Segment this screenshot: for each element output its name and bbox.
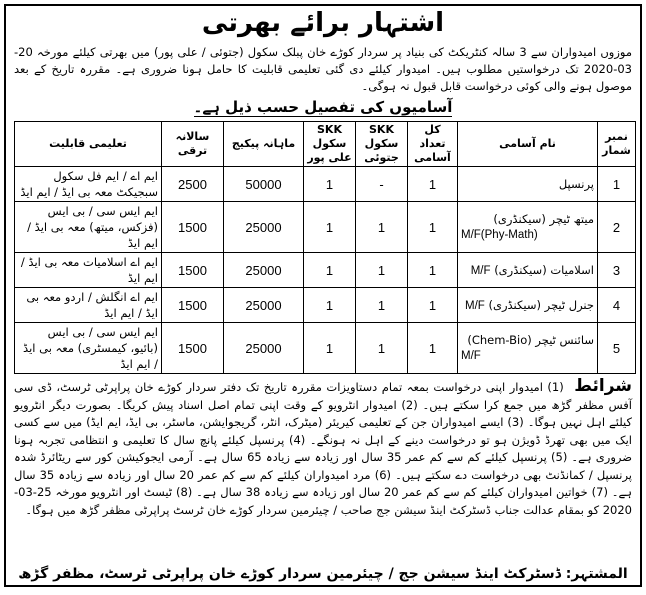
advertisement-page (4, 4, 642, 587)
row-post-name: پرنسپل (558, 177, 594, 191)
table-header-row (15, 122, 636, 167)
row-alipur: 1 (304, 253, 356, 288)
row-post (458, 167, 598, 202)
row-total: 1 (408, 253, 458, 288)
table-row (15, 288, 636, 323)
row-jatoi: 1 (356, 323, 408, 374)
row-alipur: 1 (304, 288, 356, 323)
row-jatoi: - (356, 167, 408, 202)
row-post-en: M/F (465, 299, 485, 312)
posts-table (14, 121, 636, 374)
row-serial: 1 (598, 167, 636, 202)
row-post-en: M/F (461, 350, 481, 362)
row-post (458, 202, 598, 253)
row-post-name: سائنس ٹیچر (Chem-Bio) (467, 333, 594, 347)
row-increment: 1500 (162, 202, 224, 253)
header-skk-jatoi: SKK سکول جتوئی (356, 122, 408, 167)
row-salary: 25000 (224, 323, 304, 374)
table-row (15, 167, 636, 202)
row-serial: 2 (598, 202, 636, 253)
row-jatoi: 1 (356, 288, 408, 323)
page-title: اشتہار برائے بھرتی (201, 8, 445, 38)
header-serial: نمبر شمار (598, 122, 636, 167)
row-qualification: ایم اے اسلامیات معہ بی ایڈ / ایم ایڈ (15, 253, 162, 288)
row-salary: 25000 (224, 253, 304, 288)
conditions-text: (1) امیدوار اپنی درخواست بمعہ تمام دستاویزات مقررہ تاریخ تک دفتر سردار کوڑے خان پراپرٹی ٹرسٹ، ڈی سی آفس مظفر گڑھ میں جمع کرا سکتے ہیں۔ (2) امیدوار انٹرویو کے وقت اپنی تمام اصل اسناد پیش کریگا۔ بصورت دیگر انٹرویو کیلئے اہل نہیں ہوگا۔ (3) ایسے امیدواران جن کے تعلیمی کیریئر (میٹرک، انٹر، گریجوایشن، ماسٹر، بی ایڈ، ایم ایڈ) میں سے کسی ایک میں بھی تھرڈ ڈویژن ہو تو درخواست دینے کے اہل نہ ہونگے۔ (4) پرنسپل کیلئے پانچ سال کا تعلیمی و انتظامی تجربہ ہونا ضروری ہے۔ (5) پرنسپل کیلئے کم سے کم عمر 35 سال اور زیادہ سے زیادہ 65 سال ہے۔ آرمی ایجوکیشن کور سے ریٹائرڈ شدہ پرنسپل / کمانڈنٹ بھی درخواست دے سکتے ہیں۔ (6) مرد امیدواران کیلئے کم سے کم عمر 20 سال اور زیادہ سے زیادہ 35 سال ہے۔ (7) خواتین امیدواران کیلئے کم سے کم عمر 20 سال اور زیادہ سے زیادہ 38 سال ہے۔ (8) ٹیسٹ اور انٹرویو مورخہ 25-03-2020 کو بمقام عدالت جناب ڈسٹرکٹ اینڈ سیشن جج صاحب / چیئرمین سردار کوڑے خان ٹرسٹ پراپرٹی مظفر گڑھ میں ہوگا۔ (14, 380, 633, 517)
row-serial: 3 (598, 253, 636, 288)
row-salary: 25000 (224, 202, 304, 253)
advertiser-line: المشتہر: ڈسٹرکٹ اینڈ سیشن جج / چیئرمین سردار کوڑے خان پراپرٹی ٹرسٹ، مظفر گڑھ (18, 566, 628, 582)
row-alipur: 1 (304, 202, 356, 253)
row-increment: 2500 (162, 167, 224, 202)
row-total: 1 (408, 288, 458, 323)
row-salary: 50000 (224, 167, 304, 202)
row-post-en: M/F(Phy-Math) (461, 229, 538, 241)
conditions-section (14, 378, 632, 519)
row-total: 1 (408, 202, 458, 253)
table-row (15, 253, 636, 288)
header-qualification: تعلیمی قابلیت (15, 122, 162, 167)
row-post (458, 253, 598, 288)
row-increment: 1500 (162, 288, 224, 323)
header-post: نام آسامی (458, 122, 598, 167)
table-row (15, 323, 636, 374)
row-alipur: 1 (304, 167, 356, 202)
row-post (458, 323, 598, 374)
intro-paragraph: موزوں امیدواران سے 3 سالہ کنٹریکٹ کی بنیاد پر سردار کوڑے خان پبلک سکول (جتوئی / علی پور) میں بھرتی کیلئے مورخہ 20-03-2020 تک درخواستیں مطلوب ہیں۔ امیدوار کیلئے دی گئی تعلیمی قابلیت کا حامل ہونا ضروری ہے۔ مقررہ تاریخ کے بعد موصول ہونے والی کوئی درخواست قابل قبول نہ ہوگی۔ (14, 45, 632, 93)
row-post (458, 288, 598, 323)
row-serial: 5 (598, 323, 636, 374)
header-increment: سالانہ ترقی (162, 122, 224, 167)
posts-subtitle (6, 98, 640, 116)
posts-subtitle-text: آسامیوں کی تفصیل حسب ذیل ہے۔ (193, 98, 453, 116)
row-qualification: ایم ایس سی / بی ایس (بائیو، کیمسٹری) معہ بی ایڈ / ایم ایڈ (15, 323, 162, 374)
row-serial: 4 (598, 288, 636, 323)
row-jatoi: 1 (356, 202, 408, 253)
row-total: 1 (408, 323, 458, 374)
header-total: کل تعداد آسامی (408, 122, 458, 167)
table-row (15, 202, 636, 253)
row-salary: 25000 (224, 288, 304, 323)
row-qualification: ایم اے انگلش / اردو معہ بی ایڈ / ایم ایڈ (15, 288, 162, 323)
conditions-heading: شرائط (574, 376, 632, 396)
row-total: 1 (408, 167, 458, 202)
row-post-name: میتھ ٹیچر (سیکنڈری) (493, 212, 594, 226)
row-alipur: 1 (304, 323, 356, 374)
row-qualification: ایم ایس سی / بی ایس (فزکس، میتھ) معہ بی ایڈ / ایم ایڈ (15, 202, 162, 253)
row-post-en: M/F (470, 264, 491, 277)
row-qualification: ایم اے / ایم فل سکول سبجیکٹ معہ بی ایڈ / ایم ایڈ (15, 167, 162, 202)
row-post-name: اسلامیات (سیکنڈری) (494, 262, 594, 277)
row-post-name: جنرل ٹیچر (سیکنڈری) (488, 297, 594, 312)
header-salary: ماہانہ پیکیج (224, 122, 304, 167)
header-skk-alipur: SKK سکول علی پور (304, 122, 356, 167)
row-increment: 1500 (162, 253, 224, 288)
row-increment: 1500 (162, 323, 224, 374)
row-jatoi: 1 (356, 253, 408, 288)
